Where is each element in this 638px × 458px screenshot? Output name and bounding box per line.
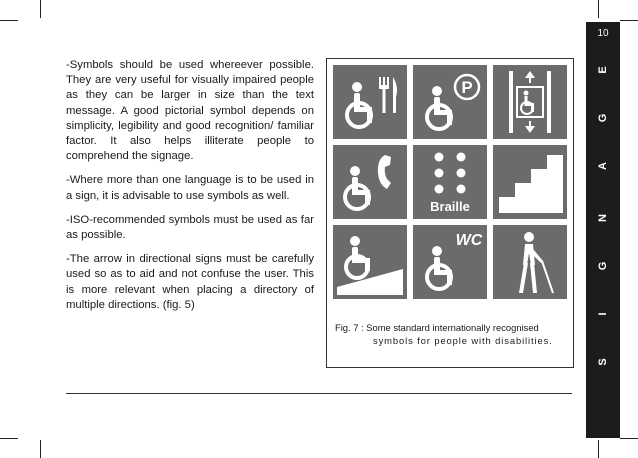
crop-mark-top-left-h (0, 20, 18, 21)
wheelchair-ramp-icon (333, 225, 407, 299)
side-letter: G (597, 113, 609, 123)
caption-line-1 (335, 321, 567, 334)
paragraph-symbols: -Symbols should be used whereever possible. They are very useful for visually impaired people as they can be larger in size than the text message. A good pictorial symbol depends on simplicity, legibility and good recognition/ familiar factor. It also helps illiterate people to comprehend the signage. (66, 59, 314, 163)
parking-p-label: P (461, 78, 473, 97)
caption-label: Fig. 7 : (335, 322, 364, 333)
wheelchair-telephone-icon (333, 145, 407, 219)
crop-mark-bottom-left-v (40, 440, 41, 458)
crop-mark-bottom-right-v (598, 440, 599, 458)
symbol-grid (333, 65, 567, 299)
side-letter: N (597, 214, 609, 222)
paragraph-iso: -ISO-recommended symbols must be used as far as possible. (66, 213, 314, 242)
side-letter: A (597, 162, 609, 170)
braille-icon (413, 145, 487, 219)
side-letter: S (597, 358, 609, 366)
wheelchair-restaurant-icon (333, 65, 407, 139)
crop-mark-top-left-v (40, 0, 41, 18)
side-letter: I (597, 312, 609, 316)
paragraph-language: -Where more than one language is to be used in a sign, it is advisable to use symbols as well. (66, 174, 314, 202)
wheelchair-parking-icon (413, 65, 487, 139)
side-letter: G (597, 261, 609, 271)
side-tab (586, 46, 620, 438)
wheelchair-wc-icon (413, 225, 487, 299)
caption-text-1: Some standard internationally recognised (366, 322, 539, 333)
side-letter: E (597, 66, 609, 74)
wc-label: WC (455, 232, 483, 249)
wheelchair-elevator-icon (493, 65, 567, 139)
crop-mark-bottom-right-h (620, 438, 638, 439)
braille-label: Braille (430, 199, 470, 214)
body-text (66, 58, 314, 322)
page-number: 10 (586, 22, 620, 46)
caption-text-2: symbols for people with disabilities. (373, 335, 553, 346)
symbols-figure (326, 58, 574, 368)
crop-mark-top-right-h (620, 20, 638, 21)
stairs-icon (493, 145, 567, 219)
figure-caption (335, 321, 567, 347)
crop-mark-bottom-left-h (0, 438, 18, 439)
crop-mark-top-right-v (598, 0, 599, 18)
blind-person-cane-icon (493, 225, 567, 299)
paragraph-arrow: -The arrow in directional signs must be carefully used so as to aid and not confuse the user. This is more relevant when placing a directory of multiple directions. (fig. 5) (66, 253, 314, 311)
bottom-rule (66, 393, 572, 394)
